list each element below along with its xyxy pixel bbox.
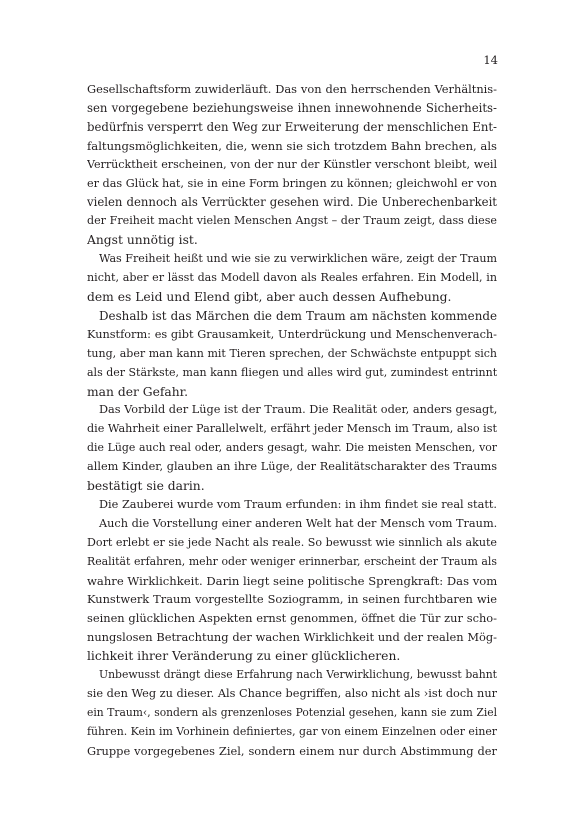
text-line: Unbewusst drängt diese Erfahrung nach Verwirklichung, bewusst bahnt [99, 668, 497, 682]
text-line: bedürfnis versperrt den Weg zur Erweiterung der menschlichen Ent- [87, 119, 497, 134]
text-line: Gruppe vorgegebenes Ziel, sondern einem nur durch Abstimmung der [87, 743, 497, 758]
text-line: sie den Weg zu dieser. Als Chance begriffen, also nicht als ›ist doch nur [87, 687, 497, 700]
text-line: die Wahrheit einer Parallelwelt, erfährt jeder Mensch im Traum, also ist [87, 422, 497, 436]
text-line: faltungsmöglichkeiten, die, wenn sie sich trotzdem Bahn brechen, als [87, 138, 497, 153]
text-line: wahre Wirklichkeit. Darin liegt seine politische Sprengkraft: Das vom [87, 573, 497, 588]
text-line: Angst unnötig ist. [87, 233, 198, 248]
text-line: man der Gefahr. [87, 384, 189, 399]
text-line: dem es Leid und Elend gibt, aber auch dessen Aufhebung. [87, 289, 452, 304]
text-line: bestätigt sie darin. [87, 479, 205, 494]
body-text [87, 80, 497, 761]
text-line: Auch die Vorstellung einer anderen Welt hat der Mensch vom Traum. [99, 516, 497, 530]
text-line: vielen dennoch als Verrückter gesehen wird. Die Unberechenbarkeit [87, 195, 497, 210]
text-line: ein Traum‹, sondern als grenzenloses Potenzial gesehen, kann sie zum Ziel [87, 705, 497, 719]
page-number: 14 [483, 53, 498, 67]
text-line: Deshalb ist das Märchen die dem Traum am nächsten kommende [99, 308, 497, 323]
text-line: er das Glück hat, sie in eine Form bringen zu können; gleichwohl er von [87, 176, 497, 190]
text-line: die Lüge auch real oder, anders gesagt, wahr. Die meisten Menschen, vor [87, 441, 497, 455]
text-line: der Freiheit macht vielen Menschen Angst – der Traum zeigt, dass diese [87, 214, 497, 228]
text-line: führen. Kein im Vorhinein definiertes, gar von einem Einzelnen oder einer [87, 724, 497, 738]
text-line: Realität erfahren, mehr oder weniger erinnerbar, erscheint der Traum als [87, 554, 497, 568]
text-line: lichkeit ihrer Veränderung zu einer glücklicheren. [87, 649, 401, 664]
text-line: Kunstform: es gibt Grausamkeit, Unterdrückung und Menschenverach- [87, 327, 497, 341]
text-line: seinen glücklichen Aspekten ernst genommen, öffnet die Tür zur scho- [87, 611, 497, 626]
text-line: Dort erlebt er sie jede Nacht als reale. So bewusst wie sinnlich als akute [87, 535, 497, 549]
text-line: Was Freiheit heißt und wie sie zu verwirklichen wäre, zeigt der Traum [99, 252, 497, 266]
text-line: nungslosen Betrachtung der wachen Wirklichkeit und der realen Mög- [87, 630, 497, 645]
text-line: nicht, aber er lässt das Modell davon als Reales erfahren. Ein Modell, in [87, 271, 497, 285]
text-line: Kunstwerk Traum vorgestellte Soziogramm, in seinen furchtbaren wie [87, 592, 497, 607]
text-line: als der Stärkste, man kann fliegen und alles wird gut, zumindest entrinnt [87, 365, 497, 379]
text-line: tung, aber man kann mit Tieren sprechen, der Schwächste entpuppt sich [87, 346, 497, 360]
text-line: Verrücktheit erscheinen, von der nur der Künstler verschont bleibt, weil [87, 157, 497, 171]
text-line: Das Vorbild der Lüge ist der Traum. Die Realität oder, anders gesagt, [99, 403, 497, 417]
text-line: sen vorgegebene beziehungsweise ihnen innewohnende Sicherheits- [87, 100, 497, 115]
text-line: allem Kinder, glauben an ihre Lüge, der Realitätscharakter des Traums [87, 460, 497, 474]
text-line: Die Zauberei wurde vom Traum erfunden: in ihm findet sie real statt. [99, 497, 497, 511]
text-line: Gesellschaftsform zuwiderläuft. Das von den herrschenden Verhältnis- [87, 82, 497, 96]
